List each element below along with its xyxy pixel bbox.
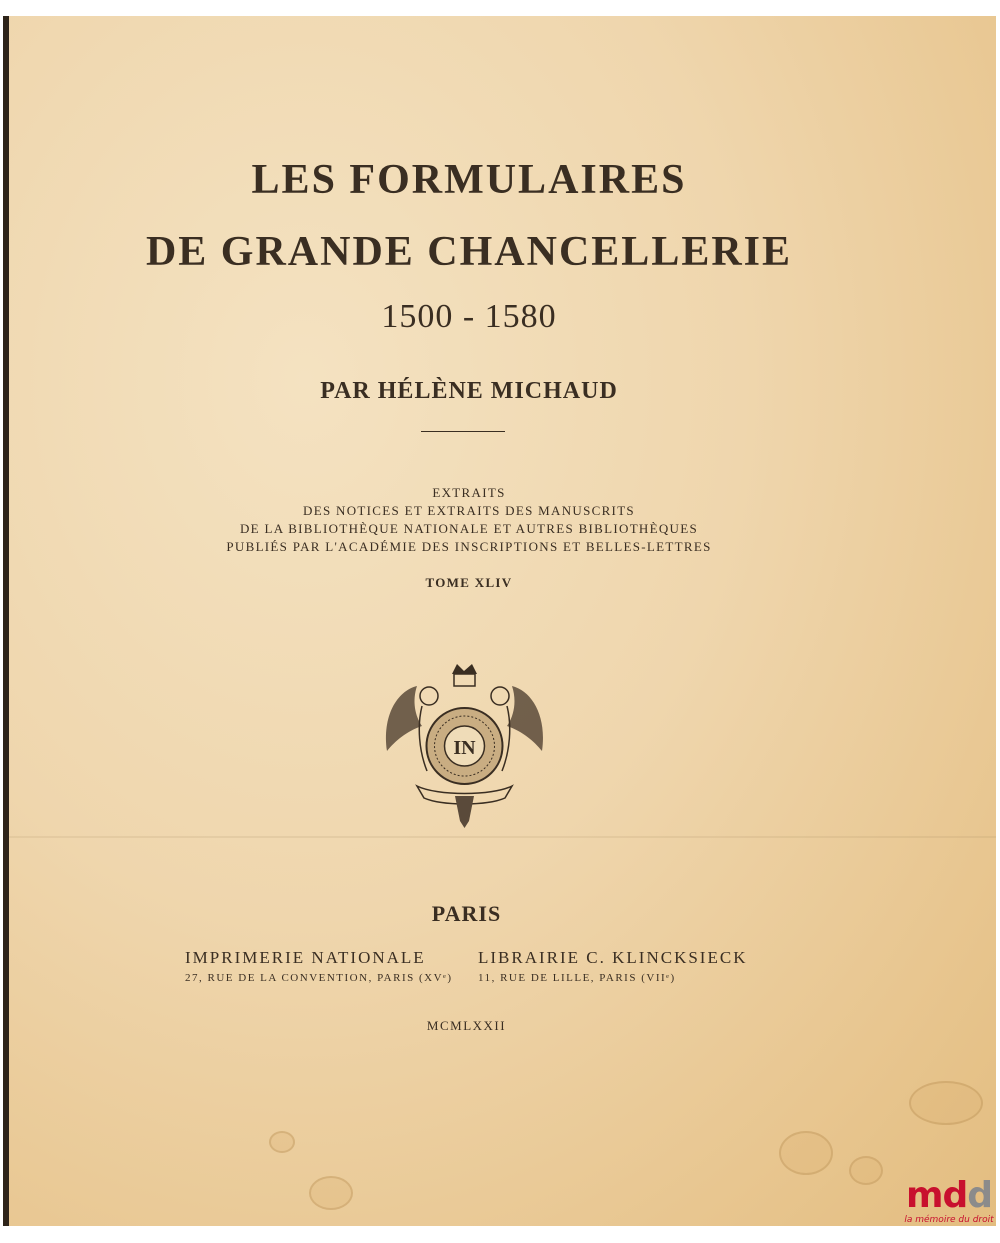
water-stain (309, 1176, 353, 1210)
tome-number: TOME XLIV (425, 575, 513, 590)
water-stain (909, 1081, 983, 1125)
logo-letter: m (905, 1175, 943, 1216)
publisher-name: IMPRIMERIE NATIONALE (185, 948, 426, 967)
publisher-address: 27, RUE DE LA CONVENTION, PARIS (XVᵉ) (185, 972, 453, 984)
extraits-line: PUBLIÉS PAR L'ACADÉMIE DES INSCRIPTIONS ET BELLES-LETTRES (226, 539, 712, 554)
book-cover (3, 16, 996, 1226)
publisher-left (185, 948, 453, 984)
publication-year: MCMLXXII (426, 1018, 507, 1033)
mdd-watermark-logo (903, 1177, 995, 1225)
extraits-line: DES NOTICES ET EXTRAITS DES MANUSCRITS (303, 503, 635, 518)
logo-tagline: la mémoire du droit (904, 1215, 994, 1225)
title-line-1: LES FORMULAIRES (251, 157, 687, 203)
date-range: 1500 - 1580 (381, 298, 557, 335)
water-stain (779, 1131, 833, 1175)
title-line-2: DE GRANDE CHANCELLERIE (145, 229, 793, 275)
svg-text:IN: IN (453, 737, 476, 759)
logo-letter: d (967, 1175, 993, 1216)
publisher-address: 11, RUE DE LILLE, PARIS (VIIᵉ) (478, 972, 676, 984)
paper-crease (9, 836, 996, 838)
publisher-right (478, 948, 747, 984)
water-stain (849, 1156, 883, 1185)
extraits-line: EXTRAITS (432, 485, 506, 500)
series-description (9, 484, 929, 556)
divider-rule (421, 431, 505, 432)
city: PARIS (431, 901, 502, 926)
logo-letter: d (942, 1175, 968, 1216)
logo-mark (903, 1177, 995, 1215)
water-stain (269, 1131, 295, 1153)
extraits-line: DE LA BIBLIOTHÈQUE NATIONALE ET AUTRES BIBLIOTHÈQUES (239, 521, 699, 536)
publisher-name: LIBRAIRIE C. KLINCKSIECK (478, 948, 748, 967)
imprimerie-nationale-emblem-icon (377, 656, 552, 831)
author-line: PAR HÉLÈNE MICHAUD (320, 378, 618, 404)
